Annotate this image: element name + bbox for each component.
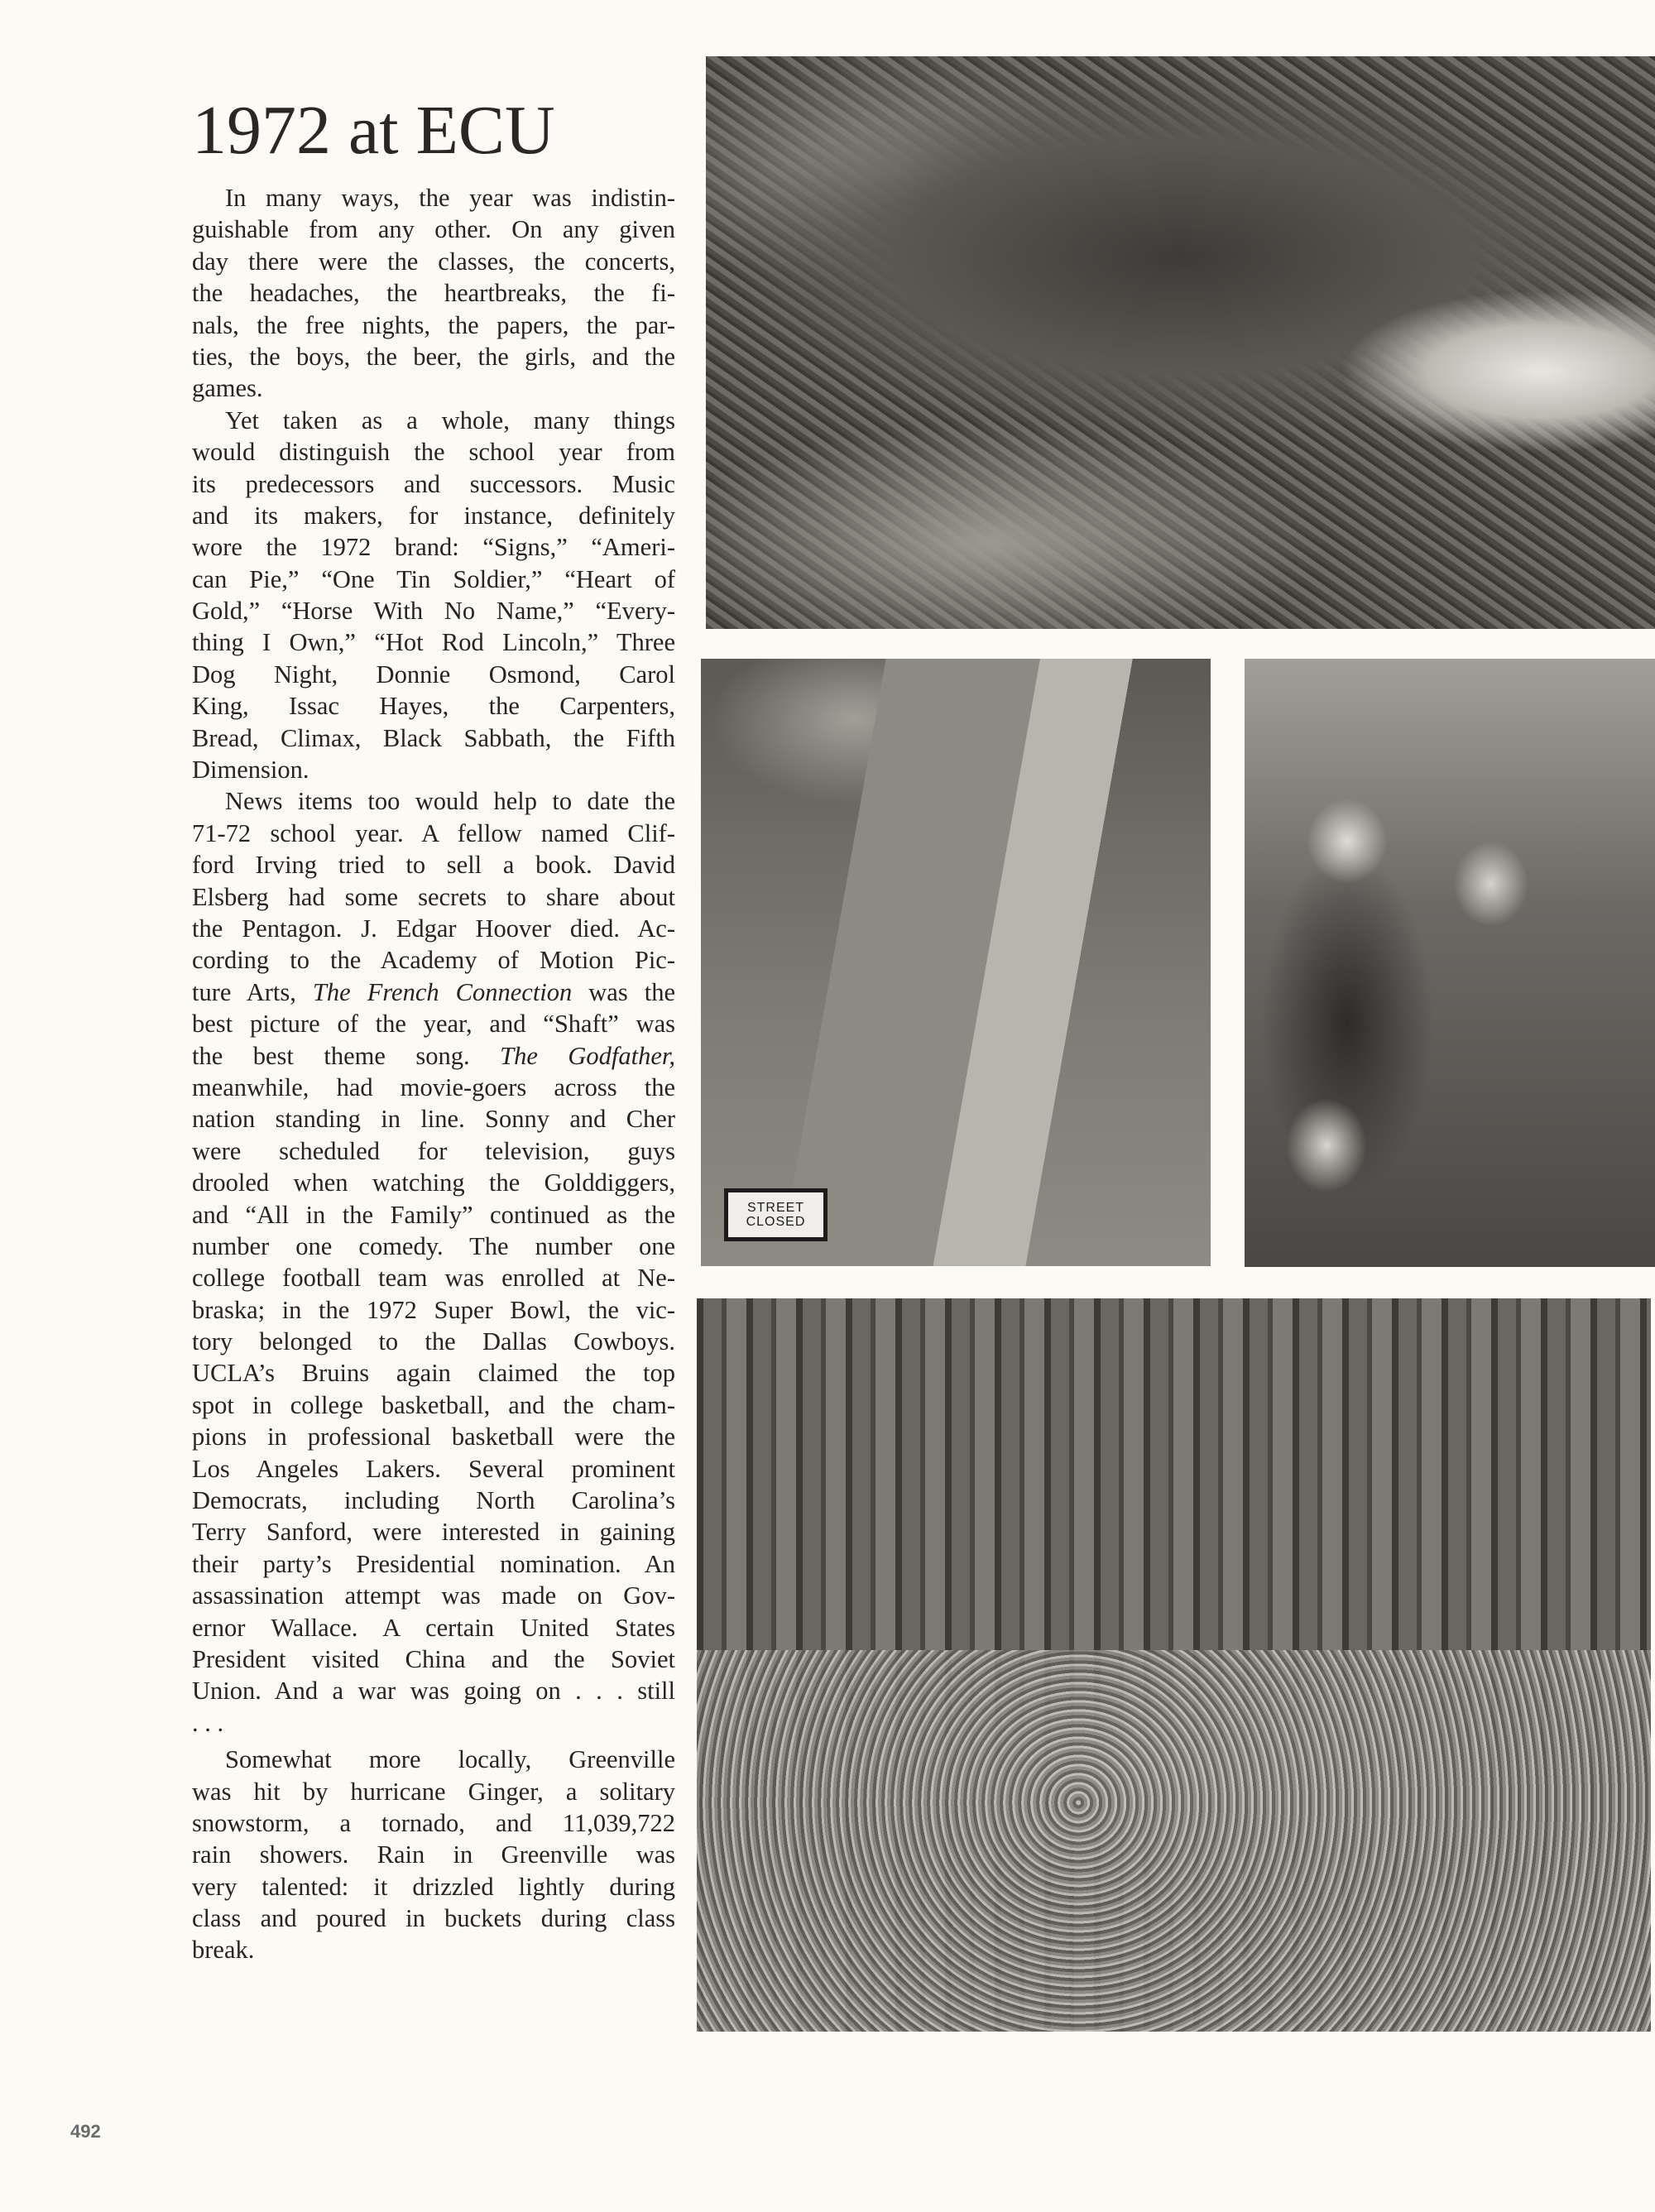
text-line — [192, 1294, 675, 1326]
text-line — [192, 1008, 675, 1039]
text-segment: Elsberg had some secrets to share about — [192, 882, 675, 911]
sign-line-1: STREET — [746, 1201, 805, 1215]
text-segment: braska; in the 1972 Super Bowl, the vic- — [192, 1295, 675, 1324]
text-line — [192, 1776, 675, 1807]
text-segment: very talented: it drizzled lightly during — [192, 1872, 675, 1901]
text-line — [192, 1675, 675, 1706]
text-line — [192, 1040, 675, 1072]
text-segment: President visited China and the Soviet — [192, 1644, 675, 1673]
text-line — [192, 1485, 675, 1516]
text-segment: the best theme song. — [192, 1041, 501, 1070]
text-line — [192, 500, 675, 531]
text-line — [192, 1548, 675, 1580]
text-segment: snowstorm, a tornado, and 11,039,722 — [192, 1808, 675, 1837]
text-segment: assassination attempt was made on Gov- — [192, 1581, 675, 1610]
text-segment: break. — [192, 1936, 255, 1965]
text-line — [192, 1871, 675, 1903]
text-line — [192, 1453, 675, 1485]
text-segment: rain showers. Rain in Greenville was — [192, 1840, 675, 1869]
text-line — [192, 626, 675, 658]
photo-lawn-gathering — [697, 1298, 1651, 2032]
paragraph — [192, 405, 675, 786]
text-line — [192, 1231, 675, 1262]
text-segment: ernor Wallace. A certain United States — [192, 1613, 675, 1642]
text-line — [192, 1167, 675, 1198]
text-segment: drooled when watching the Golddiggers, — [192, 1168, 675, 1197]
text-line — [192, 436, 675, 468]
text-line — [192, 818, 675, 849]
text-segment: and “All in the Family” continued as the — [192, 1200, 675, 1229]
text-line — [192, 341, 675, 372]
text-segment: nation standing in line. Sonny and Cher — [192, 1105, 675, 1134]
text-line — [192, 1934, 675, 1965]
text-line — [192, 1103, 675, 1135]
text-line — [192, 1903, 675, 1934]
text-segment: can Pie,” “One Tin Soldier,” “Heart of — [192, 564, 675, 593]
text-segment: guishable from any other. On any given — [192, 215, 675, 244]
text-segment: Dimension. — [192, 756, 309, 785]
text-segment: Bread, Climax, Black Sabbath, the Fifth — [192, 723, 675, 752]
text-line — [192, 595, 675, 626]
text-line — [192, 1072, 675, 1103]
page-number: 492 — [70, 2121, 101, 2142]
text-line — [192, 309, 675, 341]
text-line — [192, 1199, 675, 1231]
text-segment: cording to the Academy of Motion Pic- — [192, 946, 675, 975]
text-segment: tory belonged to the Dallas Cowboys. — [192, 1327, 675, 1356]
text-line — [192, 1389, 675, 1421]
text-segment: college football team was enrolled at Ne- — [192, 1264, 675, 1293]
text-line — [192, 690, 675, 722]
text-line — [192, 1839, 675, 1870]
text-line — [192, 849, 675, 880]
text-line — [192, 1807, 675, 1839]
text-segment: Democrats, including North Carolina’s — [192, 1486, 675, 1515]
text-line — [192, 564, 675, 595]
text-line — [192, 1326, 675, 1357]
text-segment: best picture of the year, and “Shaft” was — [192, 1010, 675, 1039]
text-line — [192, 468, 675, 500]
text-segment: its predecessors and successors. Music — [192, 469, 675, 498]
text-segment: spot in college basketball, and the cham- — [192, 1390, 675, 1419]
text-line — [192, 1135, 675, 1167]
text-line — [192, 246, 675, 277]
paragraph — [192, 182, 675, 405]
text-segment: meanwhile, had movie-goers across the — [192, 1072, 675, 1101]
text-segment: Somewhat more locally, Greenville — [225, 1745, 675, 1774]
paragraph — [192, 785, 675, 1739]
text-segment: King, Issac Hayes, the Carpenters, — [192, 692, 675, 721]
text-line — [192, 913, 675, 944]
text-segment: In many ways, the year was indistin- — [225, 184, 675, 212]
paragraph — [192, 1744, 675, 1966]
text-segment: Dog Night, Donnie Osmond, Carol — [192, 660, 675, 689]
text-line — [192, 1744, 675, 1775]
text-segment: would distinguish the school year from — [192, 438, 675, 467]
text-segment: ford Irving tried to sell a book. David — [192, 851, 675, 880]
text-segment: ture Arts, — [192, 977, 313, 1006]
text-segment: Terry Sanford, were interested in gaining — [192, 1518, 675, 1547]
text-segment: was hit by hurricane Ginger, a solitary — [192, 1777, 675, 1806]
text-line — [192, 1262, 675, 1293]
text-segment: pions in professional basketball were the — [192, 1423, 675, 1451]
photo-cheering-crowd — [1245, 659, 1655, 1267]
text-line — [192, 881, 675, 913]
photo-fallen-tree — [706, 56, 1655, 629]
street-closed-sign — [724, 1188, 828, 1241]
text-line — [192, 722, 675, 754]
text-line — [192, 785, 675, 817]
article-body — [192, 182, 675, 1966]
text-segment: ties, the boys, the beer, the girls, and the — [192, 342, 675, 371]
text-segment: Gold,” “Horse With No Name,” “Every- — [192, 597, 675, 626]
sign-line-2: CLOSED — [746, 1215, 806, 1229]
text-segment: was the — [572, 977, 675, 1006]
text-line — [192, 531, 675, 563]
text-line — [192, 1421, 675, 1452]
text-segment: number one comedy. The number one — [192, 1231, 675, 1260]
text-segment: Union. And a war was going on . . . still — [192, 1677, 675, 1706]
text-segment: their party’s Presidential nomination. An — [192, 1549, 675, 1578]
text-line — [192, 214, 675, 245]
text-line — [192, 659, 675, 690]
text-segment: 71-72 school year. A fellow named Clif- — [192, 818, 675, 847]
text-line — [192, 1357, 675, 1389]
text-segment: Yet taken as a whole, many things — [225, 405, 675, 434]
italic-title: The Godfather, — [500, 1041, 675, 1070]
text-segment: thing I Own,” “Hot Rod Lincoln,” Three — [192, 628, 675, 657]
text-segment: nals, the free nights, the papers, the par- — [192, 310, 675, 339]
text-line — [192, 1643, 675, 1675]
italic-title: The French Connection — [312, 977, 573, 1006]
text-line — [192, 1707, 675, 1739]
page-title: 1972 at ECU — [192, 92, 555, 169]
text-segment: day there were the classes, the concerts, — [192, 247, 675, 276]
text-line — [192, 754, 675, 785]
text-segment: UCLA’s Bruins again claimed the top — [192, 1359, 675, 1388]
text-segment: News items too would help to date the — [225, 787, 675, 816]
text-segment: . . . — [192, 1708, 224, 1737]
text-segment: the headaches, the heartbreaks, the fi- — [192, 279, 675, 308]
text-segment: class and poured in buckets during class — [192, 1904, 675, 1933]
text-segment: and its makers, for instance, definitely — [192, 501, 675, 530]
text-segment: were scheduled for television, guys — [192, 1136, 675, 1165]
text-line — [192, 1516, 675, 1547]
text-line — [192, 372, 675, 404]
text-line — [192, 277, 675, 309]
text-line — [192, 944, 675, 976]
text-line — [192, 976, 675, 1008]
text-line — [192, 1612, 675, 1643]
text-segment: Los Angeles Lakers. Several prominent — [192, 1454, 675, 1483]
text-line — [192, 182, 675, 214]
text-line — [192, 1580, 675, 1611]
photo-campus-street — [701, 659, 1211, 1266]
text-segment: the Pentagon. J. Edgar Hoover died. Ac- — [192, 914, 675, 943]
text-segment: wore the 1972 brand: “Signs,” “Ameri- — [192, 533, 675, 562]
text-line — [192, 405, 675, 436]
text-segment: games. — [192, 374, 263, 403]
